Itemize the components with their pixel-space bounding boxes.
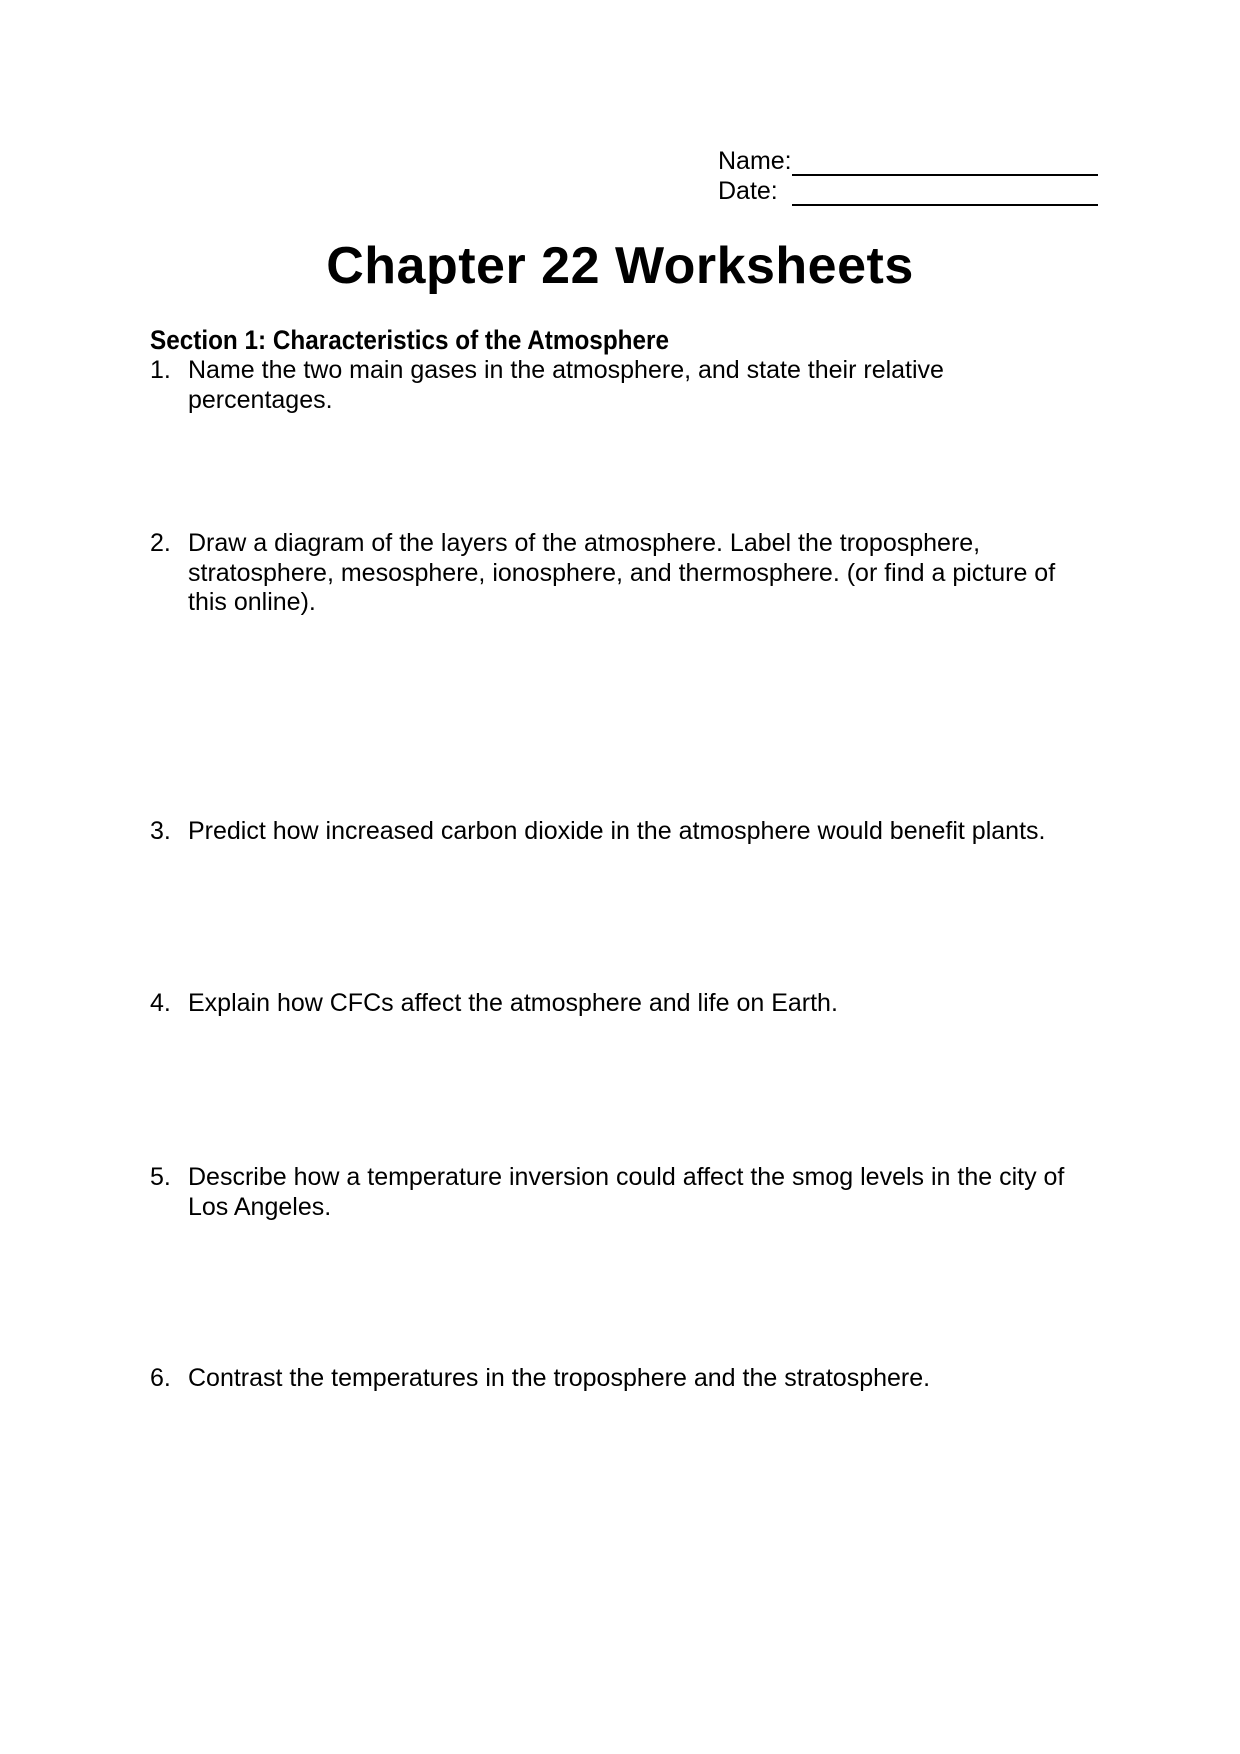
- question-4: [150, 989, 1110, 1019]
- date-field[interactable]: [718, 176, 1098, 206]
- question-number: 4.: [150, 989, 171, 1017]
- question-2: [150, 529, 1110, 618]
- question-text: Explain how CFCs affect the atmosphere and life on Earth.: [188, 989, 838, 1017]
- question-number: 6.: [150, 1364, 171, 1392]
- student-info-fields: [718, 146, 1098, 206]
- question-number: 1.: [150, 356, 171, 384]
- question-6: [150, 1364, 1110, 1394]
- question-text: Draw a diagram of the layers of the atmosphere. Label the troposphere, stratosphere, mesosphere, ionosphere, and thermosphere. (or find a picture of this online).: [188, 529, 1056, 616]
- question-text: Describe how a temperature inversion could affect the smog levels in the city of Los Angeles.: [188, 1163, 1065, 1221]
- question-text: Name the two main gases in the atmosphere, and state their relative percentages.: [188, 356, 944, 414]
- question-text: Predict how increased carbon dioxide in the atmosphere would benefit plants.: [188, 817, 1046, 845]
- question-text: Contrast the temperatures in the troposphere and the stratosphere.: [188, 1364, 931, 1392]
- section-heading: Section 1: Characteristics of the Atmosphere: [150, 325, 669, 355]
- date-label: Date:: [718, 177, 778, 205]
- question-3: [150, 817, 1110, 847]
- question-1: [150, 356, 1110, 415]
- page-title: Chapter 22 Worksheets: [326, 237, 914, 295]
- question-number: 3.: [150, 817, 171, 845]
- question-number: 2.: [150, 529, 171, 557]
- name-blank-line[interactable]: [792, 150, 1098, 176]
- question-number: 5.: [150, 1163, 171, 1191]
- name-field[interactable]: [718, 146, 1098, 176]
- name-label: Name:: [718, 147, 792, 175]
- date-blank-line[interactable]: [792, 180, 1098, 206]
- question-5: [150, 1163, 1110, 1222]
